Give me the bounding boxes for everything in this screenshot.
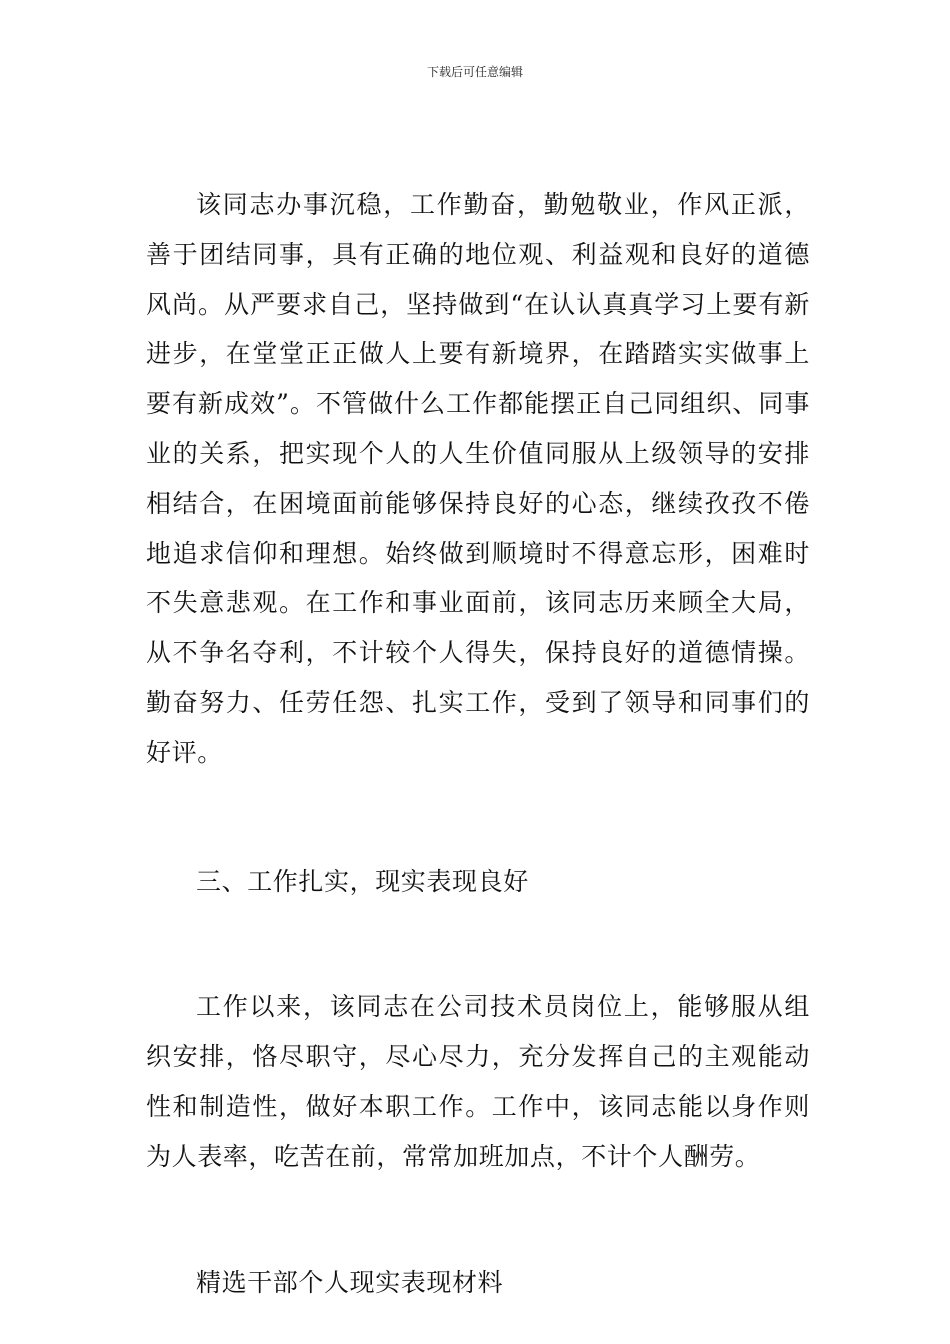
document-body bbox=[146, 180, 810, 1307]
closing-title: 精选干部个人现实表现材料 bbox=[196, 1267, 504, 1297]
section-heading: 三、工作扎实，现实表现良好 bbox=[196, 866, 529, 896]
page-header: 下载后可任意编辑 bbox=[426, 65, 523, 79]
body-paragraph-1: 该同志办事沉稳，工作勤奋，勤勉敬业，作风正派，善于团结同事，具有正确的地位观、利益观和良好的道德风尚。从严要求自己，坚持做到“在认认真真学习上要有新进步，在堂堂正正做人上要有新境界，在踏踏实实做事上要有新成效”。不管做什么工作都能摆正自己同组织、同事业的关系，把实现个人的人生价值同服从上级领导的安排相结合，在困境面前能够保持良好的心态，继续孜孜不倦地追求信仰和理想。始终做到顺境时不得意忘形，困难时不失意悲观。在工作和事业面前，该同志历来顾全大局，从不争名夺利，不计较个人得失，保持良好的道德情操。勤奋努力、任劳任怨、扎实工作，受到了领导和同事们的好评。 bbox=[146, 190, 810, 767]
body-paragraph-2: 工作以来，该同志在公司技术员岗位上，能够服从组织安排，恪尽职守，尽心尽力，充分发挥自己的主观能动性和制造性，做好本职工作。工作中，该同志能以身作则为人表率，吃苦在前，常常加班加点，不计个人酬劳。 bbox=[146, 992, 810, 1171]
